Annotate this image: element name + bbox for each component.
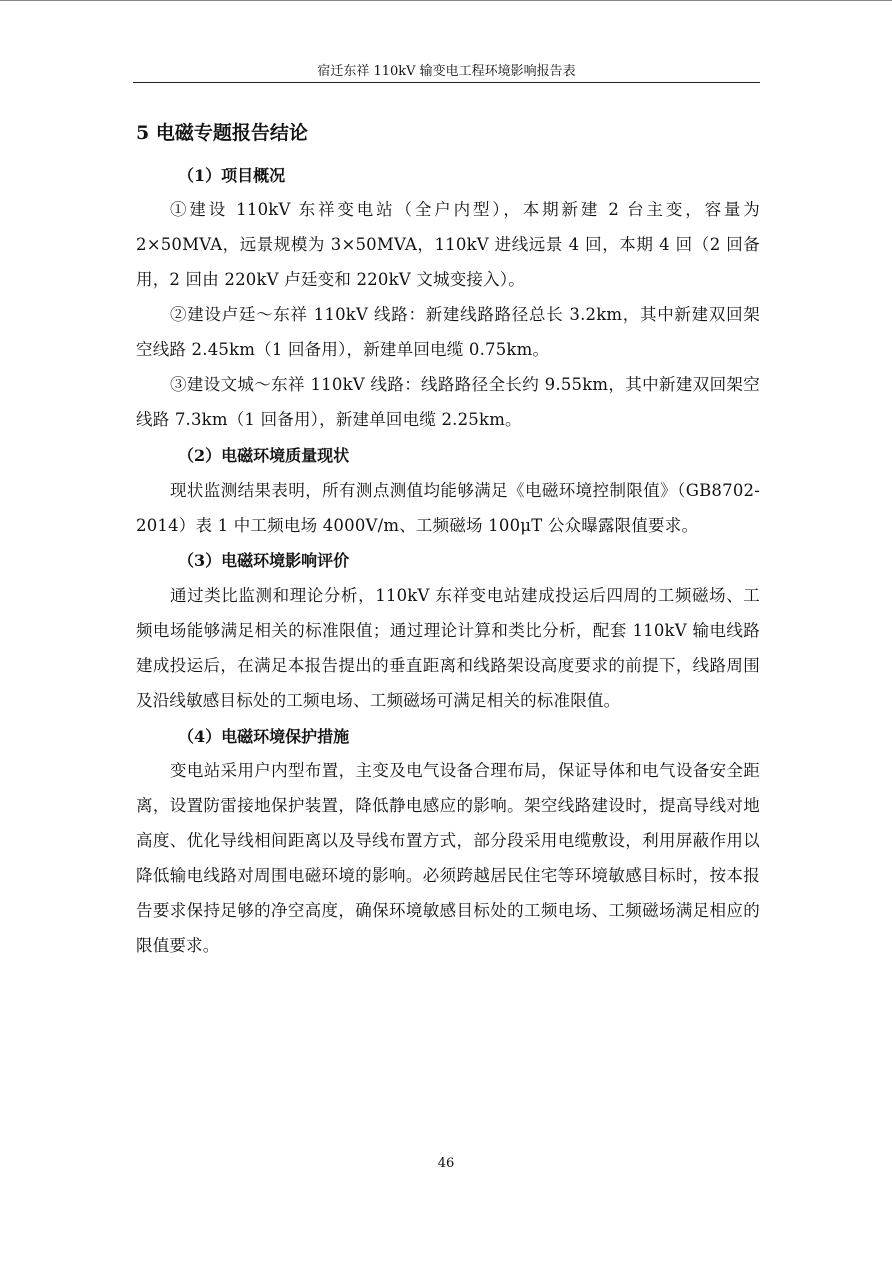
section-title: 5 电磁专题报告结论 (136, 122, 308, 144)
paragraph-quality-status: 现状监测结果表明，所有测点测值均能够满足《电磁环境控制限值》（GB8702-2014）表 1 中工频电场 4000V/m、工频磁场 100μT 公众曝露限值要求。 (136, 481, 760, 535)
subsection-heading-assessment: （3）电磁环境影响评价 (178, 551, 350, 570)
page-top-border (0, 0, 892, 1)
paragraph-wencheng-line: ③建设文城～东祥 110kV 线路：线路路径全长约 9.55km，其中新建双回架空线路 7.3km（1 回备用），新建单回电缆 2.25km。 (136, 375, 760, 429)
subsection-heading-quality: （2）电磁环境质量现状 (178, 446, 350, 465)
page-number: 46 (437, 1156, 455, 1171)
paragraph-measures: 变电站采用户内型布置，主变及电气设备合理布局，保证导体和电气设备安全距离，设置防雷接地保护装置，降低静电感应的影响。架空线路建设时，提高导线对地高度、优化导线相间距离以及导线布置方式，部分段采用电缆敷设，利用屏蔽作用以降低输电线路对周围电磁环境的影响。必须跨越居民住宅等环境敏感目标时，按本报告要求保持足够的净空高度，确保环境敏感目标处的工频电场、工频磁场满足相应的限值要求。 (136, 761, 760, 955)
subsection-heading-measures: （4）电磁环境保护措施 (178, 727, 350, 746)
paragraph-substation: ①建设 110kV 东祥变电站（全户内型），本期新建 2 台主变，容量为 2×50MVA，远景规模为 3×50MVA，110kV 进线远景 4 回，本期 4 回（2 回备用，2 回由 220kV 卢廷变和 220kV 文城变接入）。 (136, 200, 760, 289)
header-rule (133, 82, 760, 83)
paragraph-luting-line: ②建设卢廷～东祥 110kV 线路：新建线路路径总长 3.2km，其中新建双回架空线路 2.45km（1 回备用），新建单回电缆 0.75km。 (136, 305, 760, 359)
running-header: 宿迁东祥 110kV 输变电工程环境影响报告表 (317, 64, 576, 79)
paragraph-assessment: 通过类比监测和理论分析，110kV 东祥变电站建成投运后四周的工频磁场、工频电场能够满足相关的标准限值；通过理论计算和类比分析，配套 110kV 输电线路建成投运后，在满足本报告提出的垂直距离和线路架设高度要求的前提下，线路周围及沿线敏感目标处的工频电场、工频磁场可满足相关的标准限值。 (136, 586, 760, 710)
subsection-heading-overview: （1）项目概况 (178, 166, 286, 185)
